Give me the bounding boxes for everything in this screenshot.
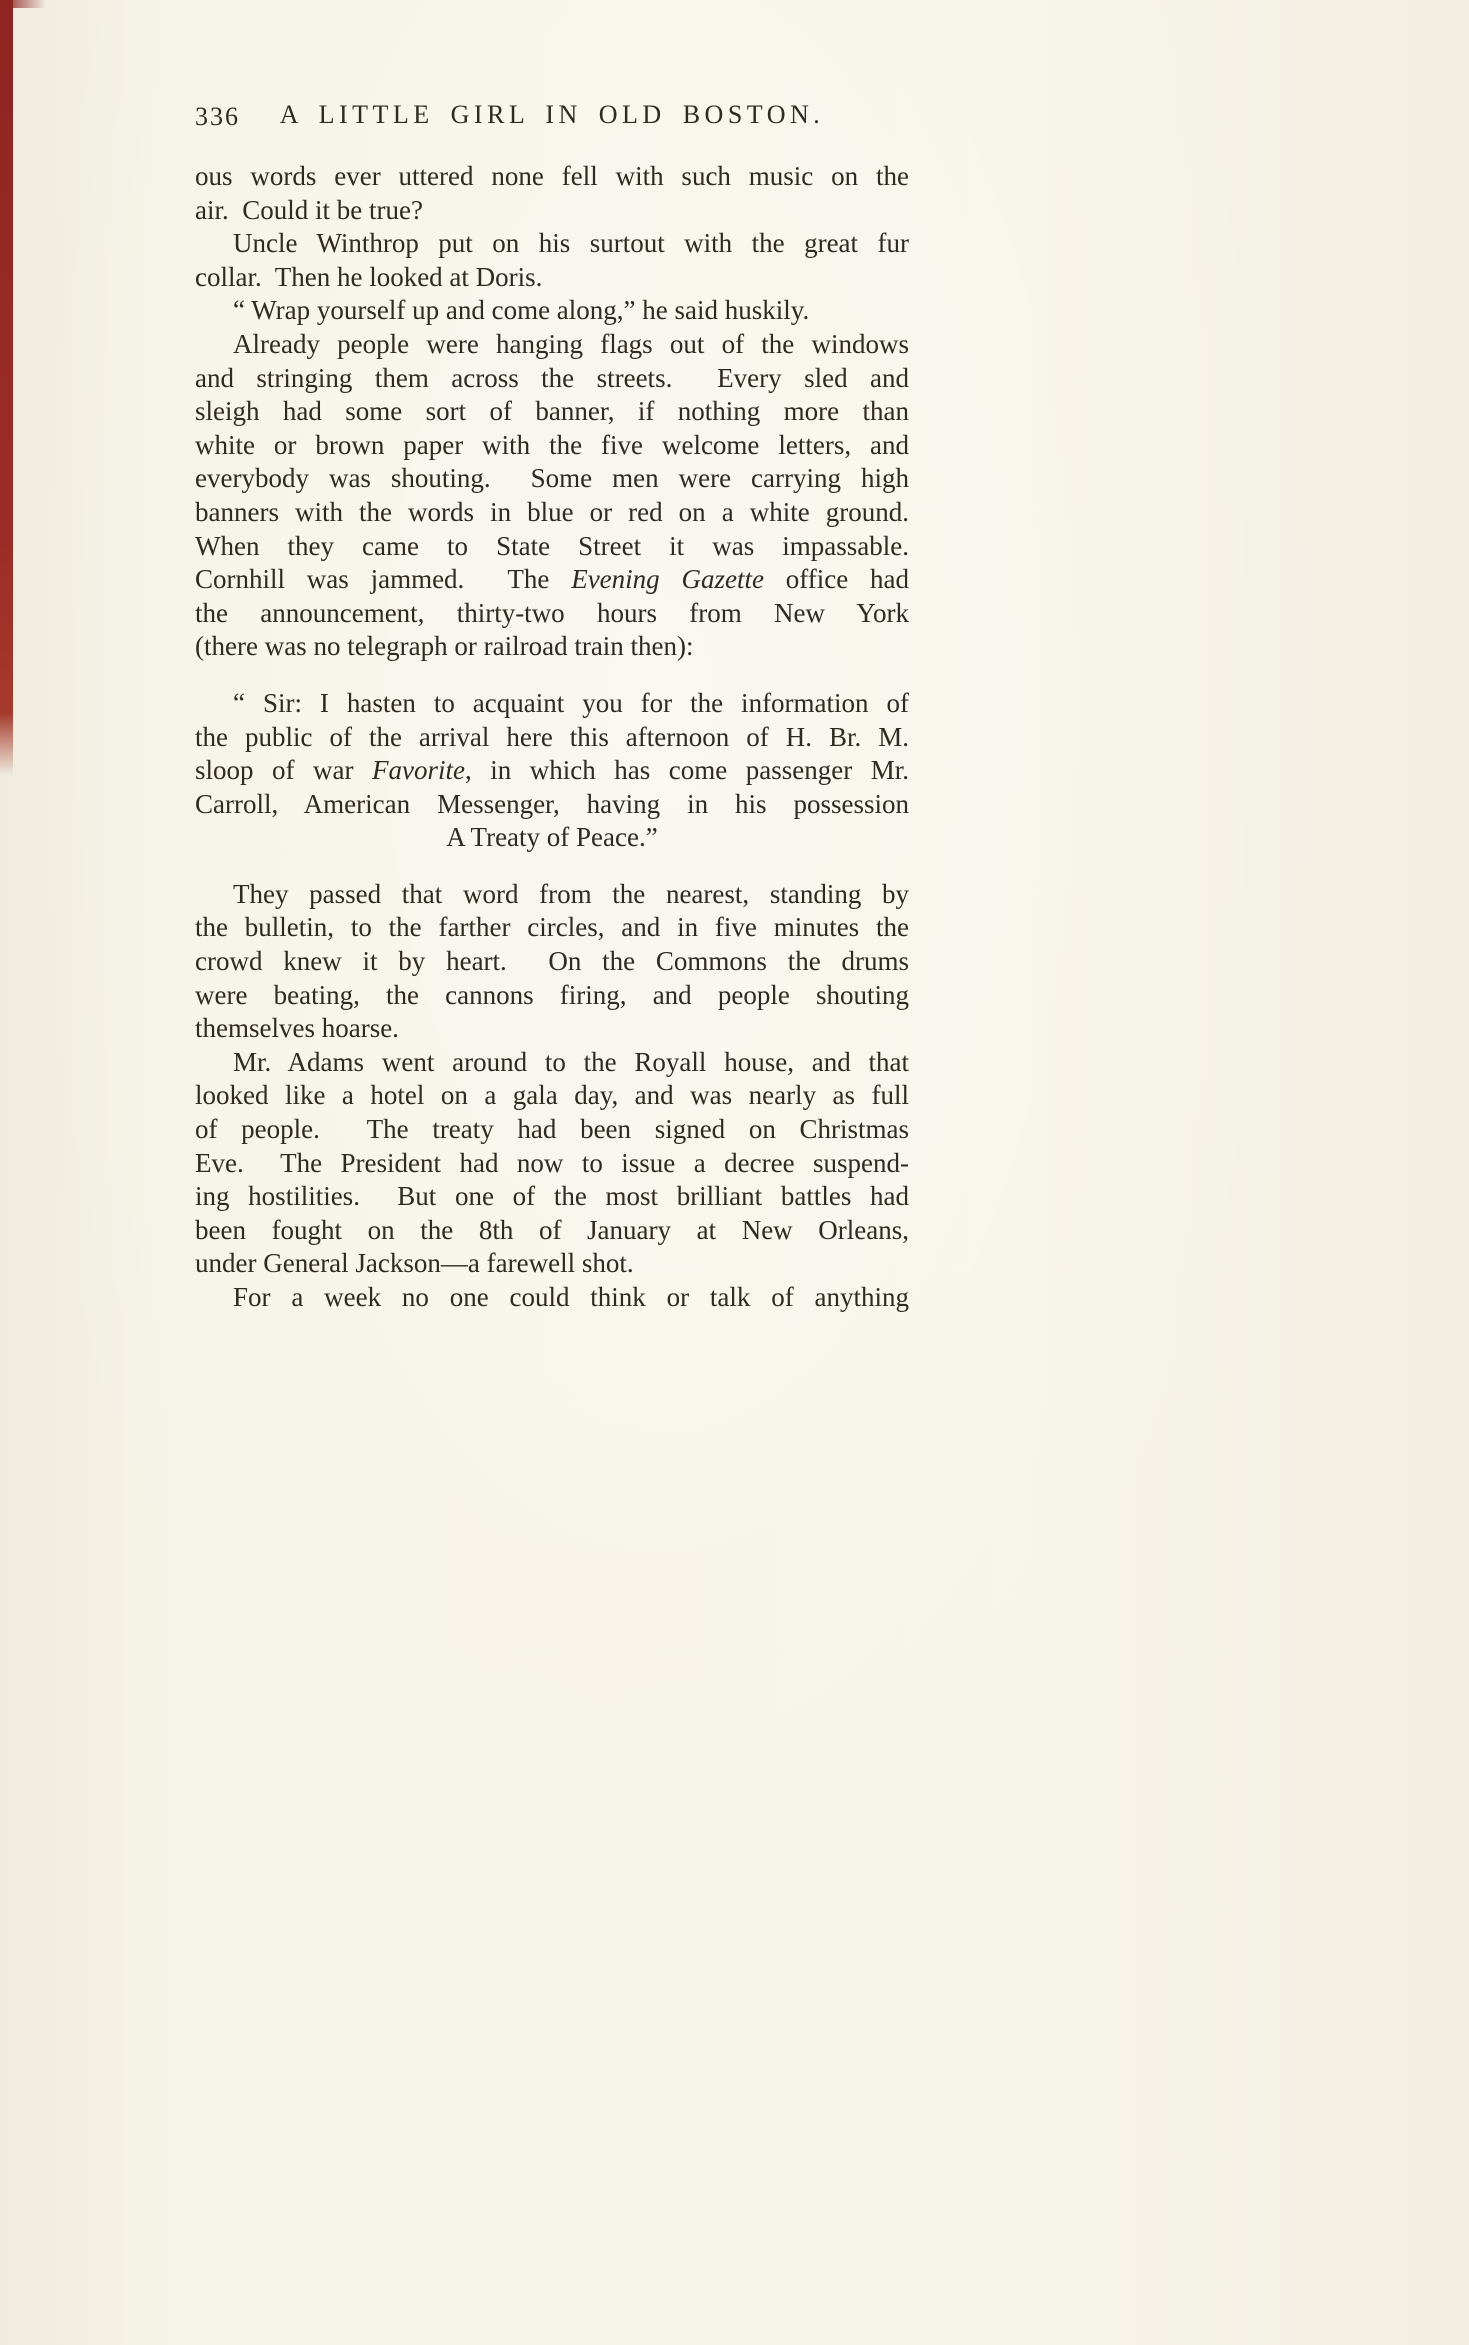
- text-segment: and stringing them across the streets. Every sled and: [195, 362, 909, 393]
- text-segment: Eve. The President had now to issue a decree suspend-: [195, 1147, 909, 1178]
- text-line: [195, 754, 909, 788]
- text-segment: Already people were hanging flags out of the windows: [233, 328, 909, 359]
- text-line: [195, 530, 909, 564]
- text-line: [195, 496, 909, 530]
- text-segment: , in which has come passenger Mr.: [465, 755, 909, 786]
- text-line: [195, 194, 909, 228]
- text-segment: looked like a hotel on a gala day, and was nearly as full: [195, 1080, 909, 1111]
- text-segment: of people. The treaty had been signed on Christmas: [195, 1114, 909, 1145]
- text-segment: crowd knew it by heart. On the Commons the drums: [195, 946, 909, 977]
- text-segment: Mr. Adams went around to the Royall house, and that: [233, 1046, 909, 1077]
- text-segment: were beating, the cannons firing, and people shouting: [195, 979, 909, 1010]
- text-segment: ing hostilities. But one of the most brilliant battles had: [195, 1181, 909, 1212]
- text-segment: A Treaty of Peace.”: [446, 822, 658, 853]
- text-line: [195, 1046, 909, 1080]
- text-line: [195, 1147, 909, 1181]
- text-line: [195, 227, 909, 261]
- text-segment: sleigh had some sort of banner, if nothing more than: [195, 396, 909, 427]
- text-line: [195, 429, 909, 463]
- text-segment: the announcement, thirty-two hours from New York: [195, 597, 909, 628]
- text-segment: They passed that word from the nearest, standing by: [233, 878, 909, 909]
- italic-text: Favorite: [372, 755, 465, 786]
- text-line: [195, 1012, 909, 1046]
- body-paragraph: [195, 227, 909, 294]
- text-segment: office had: [763, 564, 909, 595]
- text-line: [195, 878, 909, 912]
- text-line: [195, 261, 909, 295]
- text-line: [195, 362, 909, 396]
- text-line: [195, 1079, 909, 1113]
- text-line: [195, 945, 909, 979]
- text-line: [195, 294, 909, 328]
- body-paragraph: [195, 160, 909, 227]
- text-line: [195, 1214, 909, 1248]
- text-segment: “ Wrap yourself up and come along,” he said huskily.: [233, 295, 810, 326]
- text-segment: “ Sir: I hasten to acquaint you for the information of: [233, 687, 909, 718]
- text-segment: Cornhill was jammed. The: [195, 564, 572, 595]
- text-segment: white or brown paper with the five welcome letters, and: [195, 429, 909, 460]
- text-line: [195, 462, 909, 496]
- text-line: [195, 788, 909, 822]
- text-segment: (there was no telegraph or railroad train then):: [195, 631, 694, 662]
- page-header: [195, 100, 909, 130]
- text-segment: banners with the words in blue or red on a white ground.: [195, 496, 909, 527]
- text-line: [195, 630, 909, 664]
- binding-edge: [0, 0, 13, 775]
- page-number: 336: [195, 102, 240, 131]
- body-paragraph: [195, 1281, 909, 1315]
- body-paragraph: [195, 294, 909, 328]
- text-segment: Carroll, American Messenger, having in his possession: [195, 788, 909, 819]
- text-segment: sloop of war: [195, 755, 373, 786]
- running-title: A LITTLE GIRL IN OLD BOSTON.: [279, 100, 825, 129]
- text-line: [195, 821, 909, 855]
- text-line: [195, 721, 909, 755]
- text-segment: For a week no one could think or talk of anything: [233, 1282, 909, 1312]
- text-line: [195, 328, 909, 362]
- text-line: [195, 160, 909, 194]
- text-line: [195, 687, 909, 721]
- body-paragraph: [195, 328, 909, 664]
- text-line: [195, 597, 909, 631]
- italic-text: Evening Gazette: [571, 564, 764, 595]
- text-line: [195, 563, 909, 597]
- text-line: [195, 979, 909, 1013]
- text-line: [195, 395, 909, 429]
- text-line: [195, 1180, 909, 1214]
- body-paragraph: [195, 878, 909, 1046]
- quote-paragraph: [195, 687, 909, 855]
- text-segment: everybody was shouting. Some men were carrying high: [195, 463, 909, 494]
- text-block: [195, 160, 909, 1315]
- text-line: [195, 1113, 909, 1147]
- text-segment: air. Could it be true?: [195, 194, 423, 225]
- text-segment: When they came to State Street it was impassable.: [195, 530, 909, 561]
- binding-edge-top: [0, 0, 46, 8]
- text-segment: Uncle Winthrop put on his surtout with the great fur: [233, 228, 909, 259]
- text-line: [195, 1247, 909, 1281]
- text-segment: themselves hoarse.: [195, 1013, 399, 1044]
- text-segment: ous words ever uttered none fell with such music on the: [195, 161, 909, 191]
- text-segment: the public of the arrival here this afternoon of H. Br. M.: [195, 721, 909, 752]
- text-line: [195, 1281, 909, 1315]
- body-paragraph: [195, 1046, 909, 1281]
- text-segment: under General Jackson—a farewell shot.: [195, 1248, 634, 1279]
- text-segment: been fought on the 8th of January at New Orleans,: [195, 1214, 909, 1245]
- text-segment: the bulletin, to the farther circles, and in five minutes the: [195, 912, 909, 943]
- text-segment: collar. Then he looked at Doris.: [195, 261, 543, 292]
- text-line: [195, 911, 909, 945]
